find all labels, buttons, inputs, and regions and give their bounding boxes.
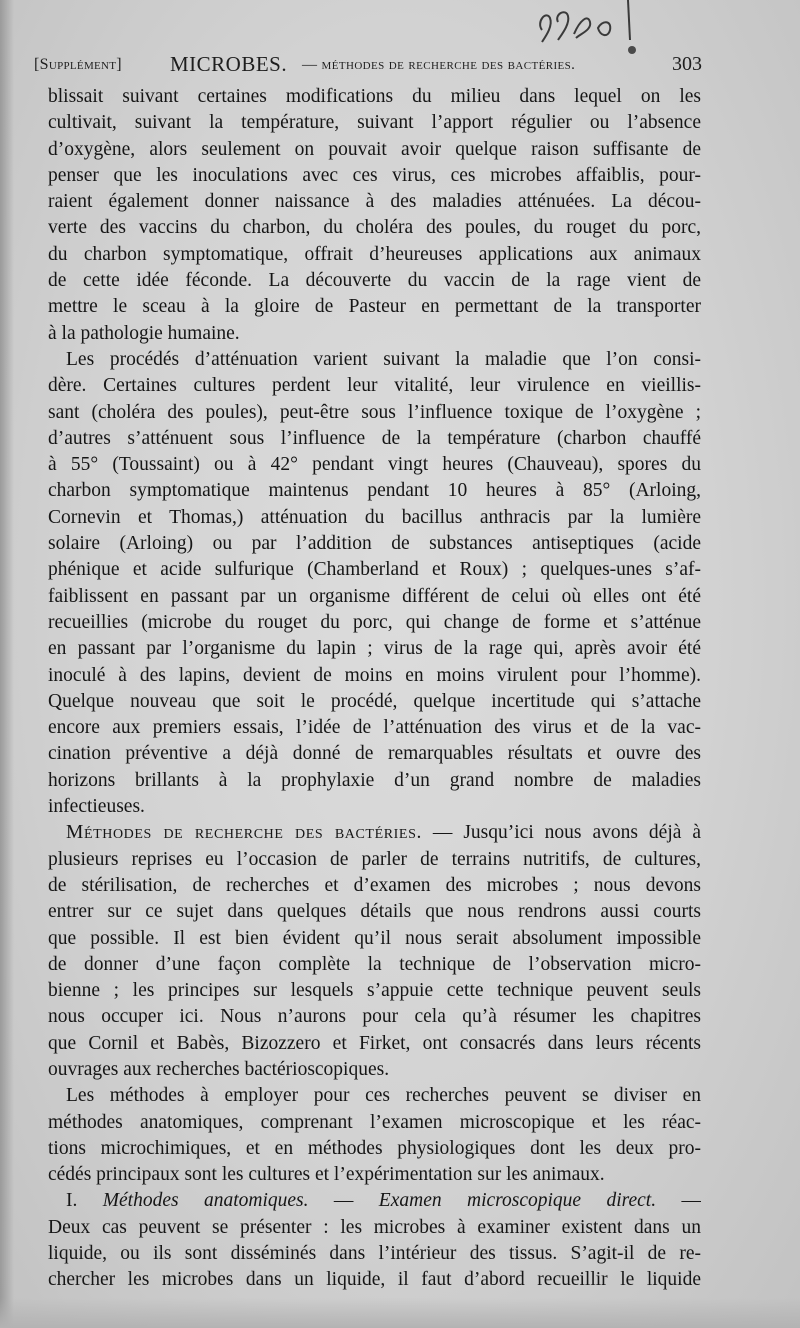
text-line: méthodes anatomiques, comprenant l’examen microscopique et les réac- <box>48 1111 701 1133</box>
text-line: charbon symptomatique maintenus pendant 10 heures à 85° (Arloing, <box>48 480 701 502</box>
text-line: phénique et acide sulfurique (Chamberland et Roux) ; quelques-unes s’af- <box>48 559 701 581</box>
subsection-end-dash: — <box>681 1190 701 1212</box>
text-line: Cornevin et Thomas,) atténuation du bacillus anthracis par la lumière <box>48 506 701 528</box>
text-line: raient également donner naissance à des maladies atténuées. La décou- <box>48 191 701 213</box>
text-line: Les procédés d’atténuation varient suivant la maladie que l’on consi- <box>66 348 701 370</box>
subsection-number: I. <box>66 1190 78 1212</box>
text-line: à 55° (Toussaint) ou à 42° pendant vingt heures (Chauveau), spores du <box>48 454 701 476</box>
text-line: du charbon symptomatique, offrait d’heureuses applications aux animaux <box>48 243 701 265</box>
handwritten-note-mark <box>528 0 648 60</box>
body-text <box>48 84 701 1294</box>
section-heading-line <box>48 820 701 846</box>
text-line: ouvrages aux recherches bactérioscopiques. <box>48 1058 390 1080</box>
text-line: de stérilisation, de recherches et d’examen des microbes ; nous devons <box>48 874 701 896</box>
text-line: Quelque nouveau que soit le procédé, quelque incertitude qui s’attache <box>48 690 701 712</box>
page-gutter-shadow <box>0 0 14 1328</box>
text-line: inoculé à des lapins, devient de moins en moins virulent pour l’homme). <box>48 664 701 686</box>
text-line: liquide, ou ils sont disséminés dans l’intérieur des tissus. S’agit-il de re- <box>48 1243 701 1265</box>
text-line: tions microchimiques, et en méthodes physiologiques dont les deux pro- <box>48 1137 701 1159</box>
text-line: que possible. Il est bien évident qu’il nous serait absolument impossible <box>48 927 701 949</box>
text-line: solaire (Arloing) ou par l’addition de substances antiseptiques (acide <box>48 533 701 555</box>
text-line: de cette idée féconde. La découverte du vaccin de la rage vient de <box>48 270 701 292</box>
text-line: mettre le sceau à la gloire de Pasteur en permettant de la transporter <box>48 296 701 318</box>
text-line: Deux cas peuvent se présenter : les microbes à examiner existent dans un <box>48 1216 701 1238</box>
text-line: cultivait, suivant la température, suivant l’apport régulier ou l’absence <box>48 112 701 134</box>
header-subtitle: — méthodes de recherche des bactéries. <box>302 57 576 73</box>
text-line: dère. Certaines cultures perdent leur vitalité, leur virulence en vieillis- <box>48 375 701 397</box>
text-line: infectieuses. <box>48 796 145 818</box>
page-bottom-shadow <box>0 1298 800 1328</box>
header-section: [Supplément] <box>34 56 122 73</box>
running-header <box>34 52 704 80</box>
header-title: MICROBES. <box>170 52 288 76</box>
section-heading: Méthodes de recherche des bactéries. <box>66 822 422 844</box>
text-line: verte des vaccins du charbon, du choléra des poules, du rouget du porc, <box>48 217 701 239</box>
text-line: chercher les microbes dans un liquide, il faut d’abord recueillir le liquide <box>48 1269 701 1291</box>
text-line: sant (choléra des poules), peut-être sous l’influence toxique de l’oxygène ; <box>48 401 701 423</box>
text-line: horizons brillants à la prophylaxie d’un grand nombre de maladies <box>48 769 701 791</box>
text-line: plusieurs reprises eu l’occasion de parler de terrains nutritifs, de cultures, <box>48 848 701 870</box>
text-line: d’autres s’atténuent sous l’influence de la température (charbon chauffé <box>48 427 701 449</box>
text-line: en passant par l’organisme du lapin ; virus de la rage qui, après avoir été <box>48 638 701 660</box>
text-line: penser que les inoculations avec ces virus, ces microbes affaiblis, pour- <box>48 164 701 186</box>
text-line: encore aux premiers essais, l’idée de l’atténuation des virus et de la vac- <box>48 717 701 739</box>
text-line: blissait suivant certaines modifications du milieu dans lequel on les <box>48 86 701 107</box>
text-line: cination préventive a déjà donné de remarquables résultats et ouvre des <box>48 743 701 765</box>
text-line: nous occuper ici. Nous n’aurons pour cela qu’à résumer les chapitres <box>48 1006 701 1028</box>
text-line: de donner d’une façon complète la technique de l’observation micro- <box>48 953 701 975</box>
text-line: entrer sur ce sujet dans quelques détails que nous rendrons aussi courts <box>48 901 701 923</box>
text-line: à la pathologie humaine. <box>48 322 240 344</box>
text-line: Les méthodes à employer pour ces recherches peuvent se diviser en <box>66 1085 701 1107</box>
text-line: recueillies (microbe du rouget du porc, qui change de forme et s’atténue <box>48 611 701 633</box>
subsection-heading-line <box>48 1188 701 1214</box>
text-line: que Cornil et Babès, Bizozzero et Firket, ont consacrés dans leurs récents <box>48 1032 701 1054</box>
text-line: bienne ; les principes sur lesquels s’appuie cette technique peuvent seuls <box>48 980 701 1002</box>
text-line: faiblissent en passant par un organisme différent de celui où elles ont été <box>48 585 701 607</box>
text-line: cédés principaux sont les cultures et l’expérimentation sur les animaux. <box>48 1164 605 1186</box>
section-heading-rest: — Jusqu’ici nous avons déjà à <box>421 822 701 844</box>
subsection-subtitle: Examen microscopique direct. <box>378 1190 657 1212</box>
subsection-title: Méthodes anatomiques. <box>102 1190 309 1212</box>
subsection-dash: — <box>333 1190 354 1212</box>
page-number: 303 <box>672 53 702 75</box>
text-line: d’oxygène, alors seulement on pouvait avoir quelque raison suffisante de <box>48 138 701 160</box>
